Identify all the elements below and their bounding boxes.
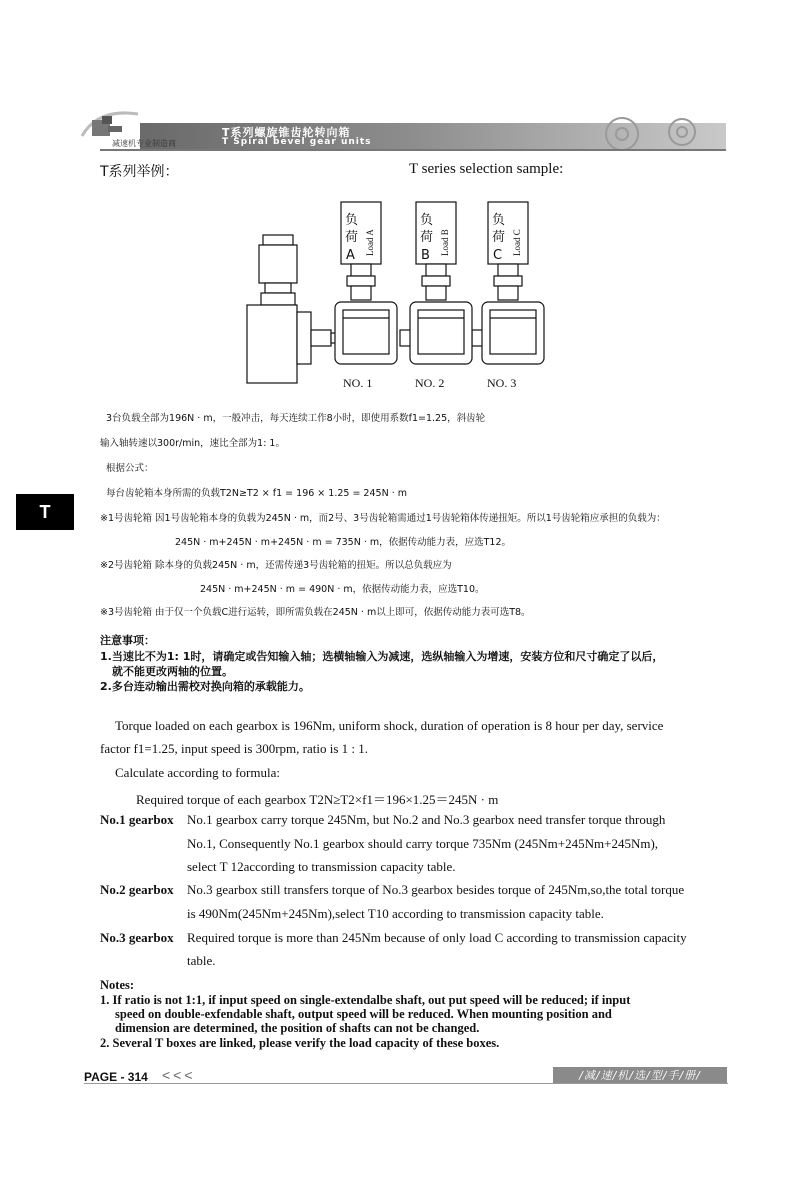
en-gearbox-2-line-2: is 490Nm(245Nm+245Nm),select T10 according to transmission capacity table. [187,906,604,921]
en-gearbox-3-line-1: Required torque is more than 245Nm because of only load C according to transmission capacity [187,930,687,945]
en-paragraph-1: Torque loaded on each gearbox is 196Nm, uniform shock, duration of operation is 8 hour per day, service [115,718,664,733]
en-gearbox-2-label: No.2 gearbox [100,882,174,897]
load-b-cn-2: 荷 [420,230,434,245]
en-gearbox-2-line-1: No.3 gearbox still transfers torque of No.3 gearbox besides torque of 245Nm,so,the total torque [187,882,685,897]
load-a-cn-1: 负 [345,213,359,228]
cn-paragraph-3: 根据公式： [106,463,154,474]
en-note-1-cont-2: dimension are determined, the position of shafts can not be changed. [115,1021,480,1035]
footer-line [84,1083,728,1084]
footer-title: /减/速/机/选/型/手/册/ [553,1067,727,1083]
cn-gearbox-2: ※2号齿轮箱 除本身的负载245N · m，还需传递3号齿轮箱的扭矩。所以总负载应为 [100,560,452,571]
header-underline [100,149,726,151]
cn-note-1: 1.当速比不为1: 1时，请确定或告知输入轴；选横轴输入为减速，选纵轴输入为增速，安装方位和尺寸确定了以后， [100,650,664,663]
cn-gearbox-2-calc: 245N · m+245N · m = 490N · m，依据传动能力表，应选T10。 [200,584,485,595]
cn-notes-title: 注意事项： [100,634,155,647]
load-a-cn-2: 荷 [345,230,359,245]
en-note-2: 2. Several T boxes are linked, please verify the load capacity of these boxes. [100,1036,500,1050]
en-gearbox-1-label: No.1 gearbox [100,812,174,827]
gearbox-label-3: NO. 3 [487,376,517,390]
load-c-cn-3: C [493,248,503,263]
en-gearbox-1-line-2: No.1, Consequently No.1 gearbox should carry torque 735Nm (245Nm+245Nm+245Nm), [187,836,659,851]
cn-note-2: 2.多台连动输出需校对换向箱的承载能力。 [100,680,310,693]
footer-arrows: <<< [162,1067,196,1083]
cn-paragraph-1: 3台负载全部为196N · m，一般冲击，每天连续工作8小时，即使用系数f1=1.25，斜齿轮 [106,413,486,424]
en-formula: Required torque of each gearbox T2N≥T2×f1＝196×1.25＝245N · m [136,792,499,807]
en-gearbox-1-line-3: select T 12according to transmission capacity table. [187,859,456,874]
load-a-cn-3: A [346,248,355,263]
page-number: PAGE - 314 [84,1070,148,1084]
header-title-cn: T系列螺旋锥齿轮转向箱 [222,126,351,139]
en-notes-title: Notes: [100,978,135,992]
section-title-en: T series selection sample: [409,161,564,177]
cn-gearbox-3: ※3号齿轮箱 由于仅一个负载C进行运转，即所需负载在245N · m以上即可，依据传动能力表可选T8。 [100,607,531,618]
load-c-cn-2: 荷 [492,230,506,245]
gear-decoration-icon [582,110,732,152]
gearbox-arrangement-diagram [235,190,565,395]
gearbox-label-1: NO. 1 [343,376,373,390]
load-b-cn-1: 负 [420,213,434,228]
en-gearbox-3-label: No.3 gearbox [100,930,174,945]
en-note-1-cont: speed on double-exfendable shaft, output speed will be reduced. When mounting position and [115,1007,612,1021]
load-c-en: Load C [512,229,522,256]
cn-formula: 每台齿轮箱本身所需的负载T2N≥T2 × f1 = 196 × 1.25 = 245N · m [106,488,407,499]
manufacturer-label: 减速机专业制造商 [112,139,176,148]
en-paragraph-3: Calculate according to formula: [115,765,280,780]
load-a-en: Load A [365,229,375,256]
section-title-cn: T系列举例： [100,164,179,180]
load-b-cn-3: B [421,248,430,263]
en-paragraph-2: factor f1=1.25, input speed is 300rpm, ratio is 1 : 1. [100,741,369,756]
section-tab: T [16,494,74,530]
en-gearbox-1-line-1: No.1 gearbox carry torque 245Nm, but No.2 and No.3 gearbox need transfer torque through [187,812,666,827]
cn-note-1-cont: 就不能更改两轴的位置。 [112,665,233,678]
header-title-en: T Spiral bevel gear units [222,137,372,147]
gearbox-label-2: NO. 2 [415,376,445,390]
cn-paragraph-2: 输入轴转速以300r/min，速比全部为1: 1。 [100,438,285,449]
cn-gearbox-1: ※1号齿轮箱 因1号齿轮箱本身的负载为245N · m，而2号、3号齿轮箱需通过1号齿轮箱体传递扭矩。所以1号齿轮箱应承担的负载为： [100,513,666,524]
load-c-cn-1: 负 [492,213,506,228]
en-note-1: 1. If ratio is not 1:1, if input speed on single-extendalbe shaft, out put speed will be reduced; if input [100,993,631,1007]
en-gearbox-3-line-2: table. [187,953,216,968]
cn-gearbox-1-calc: 245N · m+245N · m+245N · m = 735N · m，依据传动能力表，应选T12。 [175,537,512,548]
load-b-en: Load B [440,229,450,256]
